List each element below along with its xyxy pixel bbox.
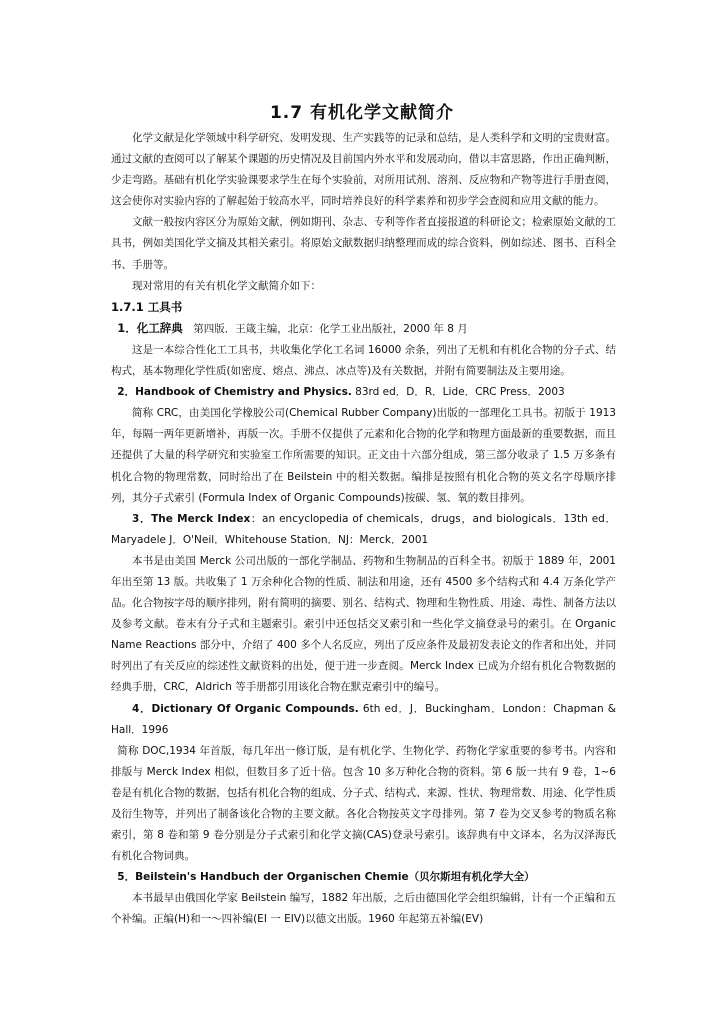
reference-description: 本书最早由俄国化学家 Beilstein 编写，1882 年出版，之后由德国化学会组织编辑，计有一个正编和五个补编。正编(H)和一～四补编(EI 一 EIV)以德文出版。1960 年起第五补编(EV) [111, 892, 616, 926]
reference-details: 6th ed．J．Buckingham．London：Chapman & Hall．1996 [111, 702, 616, 736]
intro-paragraph: 现对常用的有关有机化学文献简介如下： [132, 279, 321, 292]
intro-paragraph: 化学文献是化学领域中科学研究、发明发现、生产实践等的记录和总结，是人类科学和文明的宝贵财富。通过文献的查阅可以了解某个课题的历史情况及目前国内外水平和发展动向，借以丰富思路，作出正确判断，少走弯路。基础有机化学实验课要求学生在每个实验前，对所用试剂、溶剂、反应物和产物等进行手册查阅，这会使你对实验内容的了解起始于较高水平，同时培养良好的科学素养和初步学会查阅和应用文献的能力。 [111, 132, 616, 208]
reference-description: 简称 DOC,1934 年首版，每几年出一修订版，是有机化学、生物化学、药物化学家重要的参考书。内容和排版与 Merck Index 相似，但数目多了近十倍。包含 10 多万种化合物的资料。第 6 版一共有 9 卷，1~6 卷是有机化合物的数据，包括有机化合物的组成、分子式、结构式、来源、性状、物理常数、用途、化学性质及衍生物等，并列出了制备该化合物的主要文献。各化合物按英文字母排列。第 7 卷为交叉参考的物质名称索引，第 8 卷和第 9 卷分别是分子式索引和化学文摘(CAS)登录号索引。该辞典有中文译本，名为汉泽海氏有机化合物词典。 [111, 744, 616, 863]
reference-title: 2．Handbook of Chemistry and Physics. [117, 386, 352, 399]
reference-details: ：an encyclopedia of chemicals，drugs，and biologicals．13th ed．Maryadele J．O'Neil．Whitehouse Station．NJ：Merck．2001 [111, 512, 616, 546]
reference-title: 1．化工辞典 [117, 320, 183, 335]
reference-details: （贝尔斯坦有机化学大全） [408, 871, 535, 884]
reference-item-head [111, 867, 616, 888]
reference-title: 5．Beilstein's Handbuch der Organischen Chemie [117, 871, 409, 884]
reference-title: 4．Dictionary Of Organic Compounds. [132, 702, 359, 715]
reference-description: 本书是由美国 Merck 公司出版的一部化学制品、药物和生物制品的百科全书。初版于 1889 年，2001 年出至第 13 版。共收集了 1 万余种化合物的性质、制法和用途，还有 4500 多个结构式和 4.4 万条化学产品。化合物按字母的顺序排列，附有简明的摘要、别名、结构式、物理和生物性质、用途、毒性、制备方法以及参考文献。卷末有分子式和主题索引。索引中还包括交叉索引和一些化学文摘登录号的索引。在 Organic Name Reactions 部分中，介绍了 400 多个人名反应，列出了反应条件及最初发表论文的作者和出处，并同时列出了有关反应的综述性文献资料的出处，便于进一步查阅。Merck Index 已成为介绍有机化合物数据的经典手册，CRC，Aldrich 等手册都引用该化合物在默克索引中的编号。 [111, 554, 616, 694]
page-title: 1.7 有机化学文献简介 [269, 103, 455, 123]
reference-description: 这是一本综合性化工工具书，共收集化学化工名词 16000 余条，列出了无机和有机化合物的分子式、结构式，基本物理化学性质(如密度、熔点、沸点、冰点等)及有关数据，并附有简要制法及主要用途。 [111, 343, 616, 378]
intro-section [111, 128, 616, 931]
reference-title: 3．The Merck Index [132, 512, 251, 525]
reference-item-head [111, 509, 616, 551]
section-heading: 1.7.1 工具书 [111, 299, 183, 314]
reference-description: 简称 CRC，由美国化学橡胶公司(Chemical Rubber Company)出版的一部理化工具书。初版于 1913 年，每隔一两年更新增补，再版一次。手册不仅提供了元素和化合物的化学和物理方面最新的重要数据，而且还提供了大量的科学研究和实验室工作所需要的知识。正文由十六部分组成，第三部分收录了 1.5 万多条有机化合物的物理常数，同时给出了在 Beilstein 中的相关数据。编排是按照有机化合物的英文名字母顺序排列，其分子式索引 (Formula Index of Organic Compounds)按碳、氢、氧的数目排列。 [111, 407, 616, 504]
reference-item-head [111, 318, 616, 340]
reference-item-head [111, 382, 616, 403]
reference-details: 83rd ed．D．R．Lide．CRC Press．2003 [351, 386, 565, 399]
reference-details: 第四版．王箴主编，北京：化学工业出版社，2000 年 8 月 [182, 322, 468, 335]
intro-paragraph: 文献一般按内容区分为原始文献，例如期刊、杂志、专利等作者直接报道的科研论文；检索原始文献的工具书，例如美国化学文摘及其相关索引。将原始文献数据归纳整理而成的综合资料，例如综述、图书、百科全书、手册等。 [111, 216, 616, 271]
reference-item-head [111, 699, 616, 741]
